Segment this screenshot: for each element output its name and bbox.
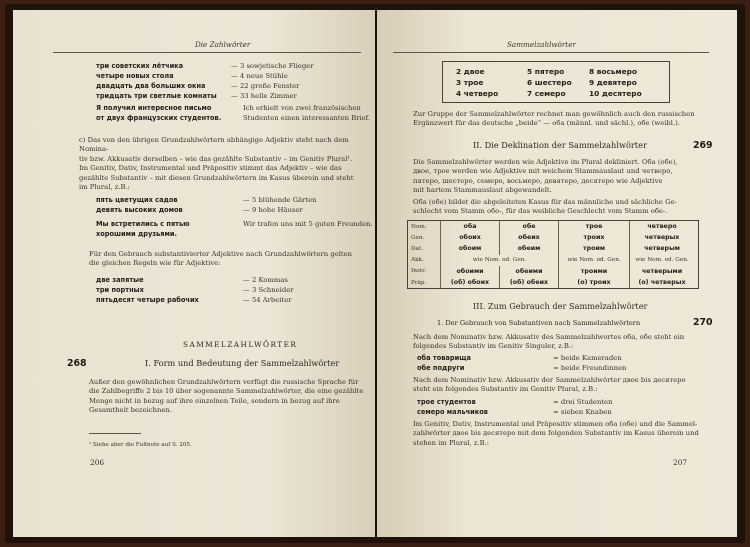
right-page — [377, 10, 737, 537]
example-ru: оба товарища — [417, 354, 471, 362]
heading: III. Zum Gebrauch der Sammelzahlwörter — [473, 301, 648, 311]
table-cell: обоим — [441, 243, 500, 254]
numeral: 4 четверо — [456, 89, 499, 98]
example-de: — 33 helle Zimmer — [231, 92, 297, 100]
table-cell: четверых — [644, 234, 680, 242]
paragraph: Nach dem Nominativ bzw. Akkusativ der Sammelzahlwörter двое bis десятеро steht ein folgendes Substantiv im Genitiv Plural, z.B.: — [413, 376, 686, 394]
paragraph: Zur Gruppe der Sammelzahlwörter rechnet man gewöhnlich auch den russischen Ergänzwert für das deutsche „beide“ — оба (männl. und sächl.), обе (weibl.). — [413, 110, 695, 128]
table-cell: wie Nom. od. Gen. — [559, 255, 630, 266]
table-cell: обеим — [500, 243, 559, 254]
subheading: 1. Der Gebrauch von Substantiven nach Sammelzahlwörtern — [437, 319, 641, 327]
numeral: 2 двое — [456, 67, 485, 76]
numeral: 10 десятеро — [589, 89, 642, 98]
example-de: — 2 Kommas — [243, 276, 288, 284]
example-de: = beide Kameraden — [553, 354, 622, 362]
numeral: 9 девятеро — [589, 78, 637, 87]
declension-table — [408, 221, 694, 288]
numeral: 6 шестеро — [527, 78, 572, 87]
table-row — [408, 266, 694, 277]
case-label: Dat. — [408, 243, 441, 254]
sentence-de: Ich erhielt von zwei französischen — [243, 104, 361, 112]
table-cell: (о) четверых — [638, 279, 686, 287]
example-ru: обе подруги — [417, 364, 465, 372]
heading: I. Form und Bedeutung der Sammelzahlwörter — [145, 358, 340, 368]
table-cell: оба — [441, 221, 500, 232]
sentence-de: Wir trafen uns mit 5 guten Freunden. — [243, 220, 373, 228]
sentence-ru: Мы встретились с пятью — [96, 220, 190, 228]
example-ru: четыре новых стола — [96, 72, 174, 80]
sentence-de: Studenten einen interessanten Brief. — [243, 114, 371, 122]
case-label: Akk. — [408, 255, 441, 266]
header-rule — [53, 52, 361, 53]
paragraph: Die Sammelzahlwörter werden wie Adjektive im Plural dekliniert. Оба (обе), двое, трое werden wie Adjektive mit weichem Stammauslaut und четверо, пятеро, шестеро, семеро, восьмеро, девятеро, десятеро wie Adjektive mit hartem Stammauslaut abgewandelt. — [413, 158, 678, 195]
table-cell: обеих — [500, 232, 559, 243]
example-de: — 22 große Fenster — [231, 82, 300, 90]
table-cell: четверыми — [641, 267, 683, 275]
heading: II. Die Deklination der Sammelzahlwörter — [473, 140, 647, 150]
table-row — [408, 221, 694, 232]
sentence-ru: Я получил интересное письмо — [96, 104, 212, 112]
table-cell: троим — [559, 243, 630, 254]
example-ru: три портных — [96, 286, 144, 294]
case-label: Präp. — [408, 277, 441, 288]
table-cell: (об) обеих — [500, 277, 559, 288]
example-ru: девять высоких домов — [96, 206, 183, 214]
example-de: — 5 blühende Gärten — [243, 196, 317, 204]
margin-number: 269 — [693, 140, 713, 151]
example-de: — 54 Arbeiter — [243, 296, 292, 304]
paragraph: Außer den gewöhnlichen Grundzahlwörtern verfügt die russische Sprache für die Zahlbegriffe 2 bis 10 über sogenannte Sammelzahlwörter, die eine gezählte Menge nicht in bezug auf ihre einzelnen Teile, sondern in bezug auf ihre Gesamtheit bezeichnen. — [89, 378, 364, 415]
example-de: — 9 hohe Häuser — [243, 206, 303, 214]
header-rule — [393, 52, 709, 53]
running-header: Sammelzahlwörter — [507, 40, 576, 49]
example-ru: тридцать три светлые комнаты — [96, 92, 217, 100]
table-row — [408, 255, 694, 266]
sentence-ru: хорошими друзьями. — [96, 230, 178, 238]
page-number: 206 — [90, 458, 105, 467]
example-ru: двадцать два больших окна — [96, 82, 206, 90]
table-row — [408, 277, 694, 288]
table-cell: обеими — [500, 266, 559, 277]
example-de: = sieben Knaben — [553, 408, 612, 416]
example-de: — 4 neue Stühle — [231, 72, 288, 80]
example-de: — 3 Schneider — [243, 286, 294, 294]
footnote-rule — [89, 433, 141, 434]
table-cell: троими — [559, 266, 630, 277]
example-ru: пять цветущих садов — [96, 196, 178, 204]
case-label: Instr. — [408, 266, 441, 277]
table-cell: трое — [559, 221, 630, 232]
paragraph: Nach dem Nominativ bzw. Akkusativ des Sammelzahlwortes оба, обе steht ein folgendes Substantiv im Genitiv Singuler, z.B.: — [413, 333, 685, 351]
example-ru: семеро мальчиков — [417, 408, 488, 416]
table-cell: обоими — [441, 266, 500, 277]
table-cell: четверо — [647, 223, 677, 231]
footnote: ¹ Siehe aber die Fußnote auf S. 205. — [89, 442, 192, 448]
paragraph-c: c) Das von den übrigen Grundzahlwörtern abhängige Adjektiv steht nach dem Nomina- tiv bzw. Akkusativ derselben – wie das gezählte Substantiv – im Genitiv Plural¹. Im Genitiv, Dativ, Instrumental und Präpositiv stimmt das Adjektiv – wie das gezählte Substantiv – mit diesen Grundzahlwörtern im Kasus überein und steht im Plural, z.B.: — [79, 136, 354, 192]
table-row — [408, 243, 694, 254]
table-cell: wie Nom. od. Gen. — [635, 257, 689, 264]
table-cell: обе — [500, 221, 559, 232]
table-cell: четверым — [644, 245, 680, 253]
table-cell: wie Nom. od. Gen. — [441, 255, 559, 266]
table-cell: обоих — [441, 232, 500, 243]
case-label: Nom. — [408, 221, 441, 232]
section-title: SAMMELZAHLWÖRTER — [183, 340, 298, 349]
margin-number: 270 — [693, 317, 713, 328]
left-page — [13, 10, 375, 537]
numeral: 8 восьмеро — [589, 67, 637, 76]
example-de: = drei Studenten — [553, 398, 613, 406]
numeral: 5 пятеро — [527, 67, 565, 76]
table-cell: (о) троих — [559, 277, 630, 288]
example-ru: две запятые — [96, 276, 144, 284]
open-book — [5, 4, 745, 543]
case-label: Gen. — [408, 232, 441, 243]
example-ru: пятьдесят четыре рабочих — [96, 296, 199, 304]
page-number: 207 — [673, 458, 688, 467]
numeral: 3 трое — [456, 78, 484, 87]
example-ru: трое студентов — [417, 398, 476, 406]
example-de: — 3 sowjetische Flieger — [231, 62, 314, 70]
sentence-ru: от двух французских студентов. — [96, 114, 222, 122]
running-header: Die Zahlwörter — [195, 40, 251, 49]
numeral: 7 семеро — [527, 89, 566, 98]
margin-number: 268 — [67, 358, 87, 369]
table-row — [408, 232, 694, 243]
example-ru: три советских лётчика — [96, 62, 184, 70]
table-cell: (об) обоих — [441, 277, 500, 288]
paragraph: Im Genitiv, Dativ, Instrumental und Präpositiv stimmen оба (обе) und die Sammel- zahlwörter двое bis десятеро mit dem folgenden Substantiv im Kasus überein und stehen im Plural, z.B.: — [413, 420, 699, 447]
table-cell: троих — [559, 232, 630, 243]
paragraph: Оба (обе) bildet die abgeleiteten Kasus für das männliche und sächliche Ge- schlecht vom Stamm обо-, für das weibliche Geschlecht vom Stamm обе-. — [413, 198, 677, 216]
example-de: = beide Freundinnen — [553, 364, 627, 372]
paragraph: Für den Gebrauch substantivierter Adjektive nach Grundzahlwörtern gelten die gleichen Regeln wie für Adjektive: — [89, 250, 353, 268]
